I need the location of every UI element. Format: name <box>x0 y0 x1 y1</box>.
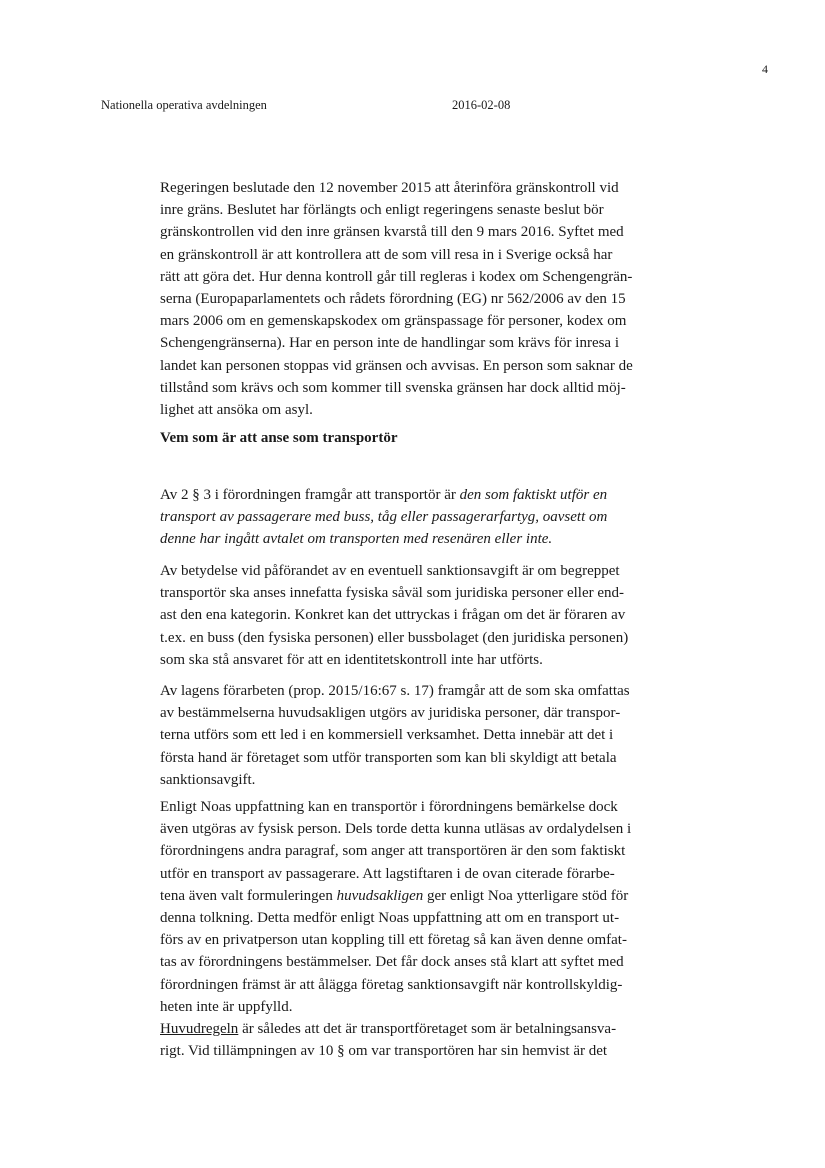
text-line: en gränskontroll är att kontrollera att de som vill resa in i Sverige också har <box>160 246 613 263</box>
text-line: förordningen främst är att ålägga företag sanktionsavgift när kontrollskyldig- <box>160 976 623 993</box>
paragraph-preparatory-works <box>160 680 662 791</box>
text-line: terna utförs som ett led i en kommersiell verksamhet. Detta innebär att det i <box>160 727 614 744</box>
italic-quote: denne har ingått avtalet om transporten med resenären eller inte. <box>160 531 553 548</box>
text-line: Av betydelse vid påförandet av en eventuell sanktionsavgift är om begreppet <box>160 563 620 579</box>
text-line: transportör ska anses innefatta fysiska såväl som juridiska personer eller end- <box>160 585 625 602</box>
text-line: även utgöras av fysisk person. Dels torde detta kunna utläsas av ordalydelsen i <box>160 821 632 838</box>
text-line: sanktionsavgift. <box>160 771 256 788</box>
page-number: 4 <box>762 62 768 76</box>
text-line: inre gräns. Beslutet har förlängts och enligt regeringens senaste beslut bör <box>160 202 604 219</box>
text-line: av bestämmelserna huvudsakligen utgörs av juridiska personer, där transpor- <box>160 705 621 722</box>
text-line: mars 2006 om en gemenskapskodex om gränspassage för personer, kodex om <box>160 313 627 330</box>
text-line: Enligt Noas uppfattning kan en transportör i förordningens bemärkelse dock <box>160 799 618 815</box>
text-line: tena även valt formuleringen <box>160 887 337 904</box>
text-line: Av 2 § 3 i förordningen framgår att transportör är <box>160 487 460 503</box>
paragraph-significance <box>160 560 662 671</box>
text-line: denna tolkning. Detta medför enligt Noas uppfattning att om en transport ut- <box>160 910 620 927</box>
underlined-term: Huvudregeln <box>160 1021 239 1037</box>
text-line: ast den ena kategorin. Konkret kan det uttryckas i frågan om det är föraren av <box>160 607 626 624</box>
text-line: lighet att ansöka om asyl. <box>160 402 313 419</box>
paragraph-noa-view <box>160 796 662 1018</box>
paragraph-main-rule <box>160 1018 662 1062</box>
text-line: tas av förordningens bestämmelser. Det får dock anses stå klart att syftet med <box>160 954 624 971</box>
italic-quote: den som faktiskt utför en <box>459 487 608 503</box>
section-heading: Vem som är att anse som transportör <box>160 430 398 446</box>
italic-quote: transport av passagerare med buss, tåg eller passagerarfartyg, oavsett om <box>160 509 608 526</box>
text-line: heten inte är uppfylld. <box>160 998 293 1015</box>
text-line: ger enligt Noa ytterligare stöd för <box>423 887 629 904</box>
text-line: rigt. Vid tillämpningen av 10 § om var transportören har sin hemvist är det <box>160 1043 608 1060</box>
header-department: Nationella operativa avdelningen <box>101 98 267 112</box>
text-line: Regeringen beslutade den 12 november 2015 att återinföra gränskontroll vid <box>160 180 619 196</box>
header-date: 2016-02-08 <box>452 98 511 112</box>
text-line: serna (Europaparlamentets och rådets förordning (EG) nr 562/2006 av den 15 <box>160 291 626 308</box>
text-line: utför en transport av passagerare. Att lagstiftaren i de ovan citerade förarbe- <box>160 865 615 882</box>
text-line: är således att det är transportföretaget som är betalningsansva- <box>238 1021 617 1037</box>
text-line: t.ex. en buss (den fysiska personen) eller bussbolaget (den juridiska personen) <box>160 629 629 646</box>
text-line: förordningens andra paragraf, som anger att transportören är den som faktiskt <box>160 843 626 860</box>
text-line: landet kan personen stoppas vid gränsen och avvisas. En person som saknar de <box>160 357 633 374</box>
text-line: gränskontrollen vid den inre gränsen kvarstå till den 9 mars 2016. Syftet med <box>160 224 624 241</box>
text-line: rätt att göra det. Hur denna kontroll går till regleras i kodex om Schengengrän- <box>160 268 633 285</box>
text-line: tillstånd som krävs och som kommer till svenska gränsen har dock alltid möj- <box>160 379 626 396</box>
text-line: som ska stå ansvaret för att en identitetskontroll inte har utförts. <box>160 651 543 668</box>
paragraph-definition <box>160 484 662 551</box>
text-line: förs av en privatperson utan koppling till ett företag så kan även denne omfat- <box>160 932 627 949</box>
text-line: första hand är företaget som utför transporten som kan bli skyldigt att betala <box>160 749 617 766</box>
text-line: Av lagens förarbeten (prop. 2015/16:67 s. 17) framgår att de som ska omfattas <box>160 683 630 699</box>
italic-term: huvudsakligen <box>336 887 424 904</box>
text-line: Schengengränserna). Har en person inte de handlingar som krävs för inresa i <box>160 335 620 352</box>
paragraph-intro <box>160 177 662 421</box>
